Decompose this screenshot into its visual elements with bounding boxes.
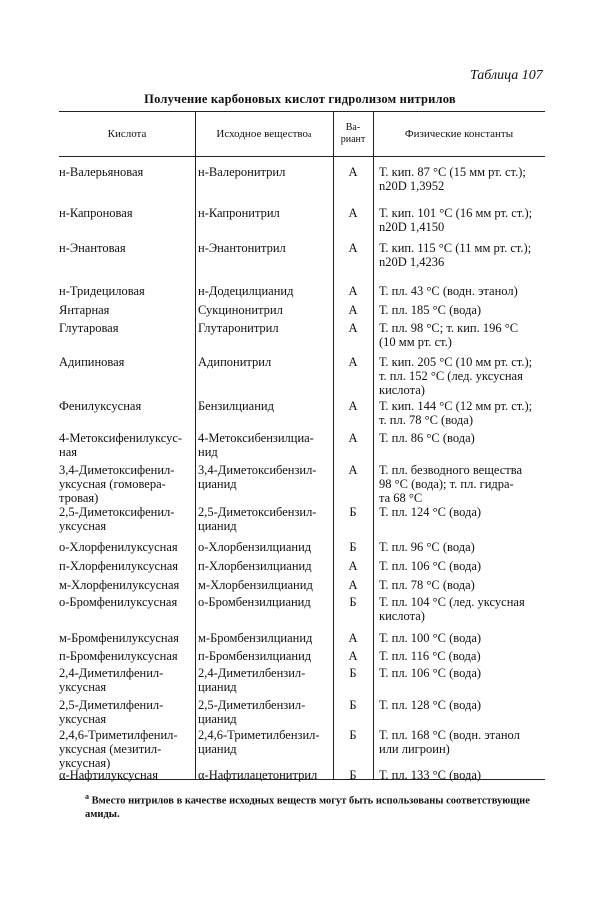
footnote-text: Вместо нитрилов в качестве исходных веществ могут быть использованы соответствующие амиды. — [85, 795, 530, 820]
cell-acid: п-Хлорфенилуксусная — [59, 559, 179, 573]
cell-constants: Т. кип. 101 °С (16 мм рт. ст.); n20D 1,4150 — [379, 206, 533, 234]
cell-acid: Адипиновая — [59, 355, 125, 369]
cell-constants: Т. пл. безводного вещества 98 °С (вода); т. пл. гидра- та 68 °С — [379, 463, 522, 505]
cell-source: α-Нафтилацетонитрил — [198, 768, 318, 782]
header-source-label: Исходное вещество — [216, 128, 309, 140]
cell-source: н-Капронитрил — [198, 206, 280, 220]
cell-variant: А — [348, 399, 358, 413]
table-number-label: Таблица 107 — [470, 68, 543, 83]
cell-constants: Т. пл. 104 °С (лед. уксусная кислота) — [379, 595, 525, 623]
footnote — [85, 790, 545, 821]
header-acid: Кислота — [107, 128, 147, 140]
header-variant: Ва- риант — [340, 122, 366, 145]
cell-variant: А — [348, 165, 358, 179]
cell-variant: Б — [349, 540, 357, 554]
cell-acid: н-Энантовая — [59, 241, 126, 255]
cell-variant: А — [348, 631, 358, 645]
column-divider — [373, 111, 374, 779]
cell-source: 2,4-Диметилбензил- цианид — [198, 666, 306, 694]
cell-constants: Т. пл. 43 °С (водн. этанол) — [379, 284, 518, 298]
footnote-marker: а — [85, 792, 89, 801]
cell-acid: н-Валерьяновая — [59, 165, 144, 179]
table-header — [59, 111, 545, 157]
cell-variant: Б — [349, 698, 357, 712]
cell-source: 3,4-Диметоксибензил- цианид — [198, 463, 317, 491]
cell-variant: А — [348, 284, 358, 298]
cell-constants: Т. пл. 98 °С; т. кип. 196 °С (10 мм рт. ст.) — [379, 321, 519, 349]
cell-source: 2,4,6-Триметилбензил- цианид — [198, 728, 320, 756]
cell-acid: м-Бромфенилуксусная — [59, 631, 179, 645]
cell-constants: Т. кип. 115 °С (11 мм рт. ст.); n20D 1,4236 — [379, 241, 532, 269]
header-source-footnote-mark: а — [308, 129, 312, 139]
cell-constants: Т. пл. 106 °С (вода) — [379, 559, 482, 573]
cell-variant: А — [348, 578, 358, 592]
cell-acid: п-Бромфенилуксусная — [59, 649, 178, 663]
cell-variant: А — [348, 431, 358, 445]
cell-variant: Б — [349, 666, 357, 680]
cell-source: о-Бромбензилцианид — [198, 595, 311, 609]
cell-acid: 3,4-Диметоксифенил- уксусная (гомовера- тровая) — [59, 463, 175, 505]
cell-constants: Т. пл. 168 °С (водн. этанол или лигроин) — [379, 728, 520, 756]
cell-acid: 2,5-Диметилфенил- уксусная — [59, 698, 164, 726]
cell-acid: 2,4-Диметилфенил- уксусная — [59, 666, 164, 694]
cell-variant: А — [348, 559, 358, 573]
cell-acid: 2,4,6-Триметилфенил- уксусная (мезитил- уксусная) — [59, 728, 178, 770]
cell-constants: Т. пл. 185 °С (вода) — [379, 303, 482, 317]
cell-source: 2,5-Диметоксибензил- цианид — [198, 505, 317, 533]
cell-acid: Янтарная — [59, 303, 110, 317]
cell-source: н-Додецилцианид — [198, 284, 294, 298]
cell-constants: Т. пл. 100 °С (вода) — [379, 631, 482, 645]
cell-variant: Б — [349, 728, 357, 742]
cell-variant: Б — [349, 595, 357, 609]
column-divider — [195, 111, 196, 779]
cell-source: н-Энантонитрил — [198, 241, 286, 255]
cell-acid: α-Нафтилуксусная — [59, 768, 158, 782]
cell-acid: 4-Метоксифенилуксус- ная — [59, 431, 183, 459]
cell-acid: н-Капроновая — [59, 206, 133, 220]
cell-variant: А — [348, 303, 358, 317]
cell-constants: Т. пл. 86 °С (вода) — [379, 431, 475, 445]
cell-variant: А — [348, 649, 358, 663]
cell-constants: Т. пл. 128 °С (вода) — [379, 698, 482, 712]
cell-acid: м-Хлорфенилуксусная — [59, 578, 180, 592]
cell-constants: Т. пл. 78 °С (вода) — [379, 578, 475, 592]
cell-acid: о-Хлорфенилуксусная — [59, 540, 178, 554]
cell-source: н-Валеронитрил — [198, 165, 286, 179]
cell-variant: А — [348, 206, 358, 220]
cell-constants: Т. пл. 116 °С (вода) — [379, 649, 481, 663]
cell-variant: А — [348, 241, 358, 255]
cell-source: Адипонитрил — [198, 355, 272, 369]
cell-variant: Б — [349, 768, 357, 782]
cell-variant: А — [348, 321, 358, 335]
cell-source: о-Хлорбензилцианид — [198, 540, 312, 554]
cell-constants: Т. кип. 144 °С (12 мм рт. ст.); т. пл. 78 °С (вода) — [379, 399, 533, 427]
cell-acid: н-Тридециловая — [59, 284, 145, 298]
cell-source: 2,5-Диметилбензил- цианид — [198, 698, 306, 726]
cell-acid: 2,5-Диметоксифенил- уксусная — [59, 505, 175, 533]
cell-source: Бензилцианид — [198, 399, 274, 413]
cell-source: м-Бромбензилцианид — [198, 631, 313, 645]
table-title: Получение карбоновых кислот гидролизом нитрилов — [144, 92, 456, 106]
nitrile-hydrolysis-table — [59, 111, 545, 782]
cell-source: Глутаронитрил — [198, 321, 279, 335]
cell-constants: Т. пл. 124 °С (вода) — [379, 505, 482, 519]
cell-source: Сукцинонитрил — [198, 303, 283, 317]
cell-constants: Т. пл. 96 °С (вода) — [379, 540, 475, 554]
cell-acid: Фенилуксусная — [59, 399, 142, 413]
cell-source: п-Бромбензилцианид — [198, 649, 312, 663]
cell-source: 4-Метоксибензилциа- нид — [198, 431, 314, 459]
cell-source: м-Хлорбензилцианид — [198, 578, 313, 592]
cell-constants: Т. кип. 205 °С (10 мм рт. ст.); т. пл. 152 °С (лед. уксусная кислота) — [379, 355, 533, 397]
table-bottom-rule — [59, 779, 545, 780]
cell-constants: Т. пл. 133 °С (вода) — [379, 768, 482, 782]
cell-constants: Т. пл. 106 °С (вода) — [379, 666, 482, 680]
cell-constants: Т. кип. 87 °С (15 мм рт. ст.); n20D 1,3952 — [379, 165, 526, 193]
cell-variant: А — [348, 463, 358, 477]
cell-acid: Глутаровая — [59, 321, 119, 335]
cell-variant: А — [348, 355, 358, 369]
cell-acid: о-Бромфенилуксусная — [59, 595, 178, 609]
cell-source: п-Хлорбензилцианид — [198, 559, 312, 573]
cell-variant: Б — [349, 505, 357, 519]
header-constants: Физические константы — [404, 128, 514, 140]
header-source — [195, 112, 333, 156]
